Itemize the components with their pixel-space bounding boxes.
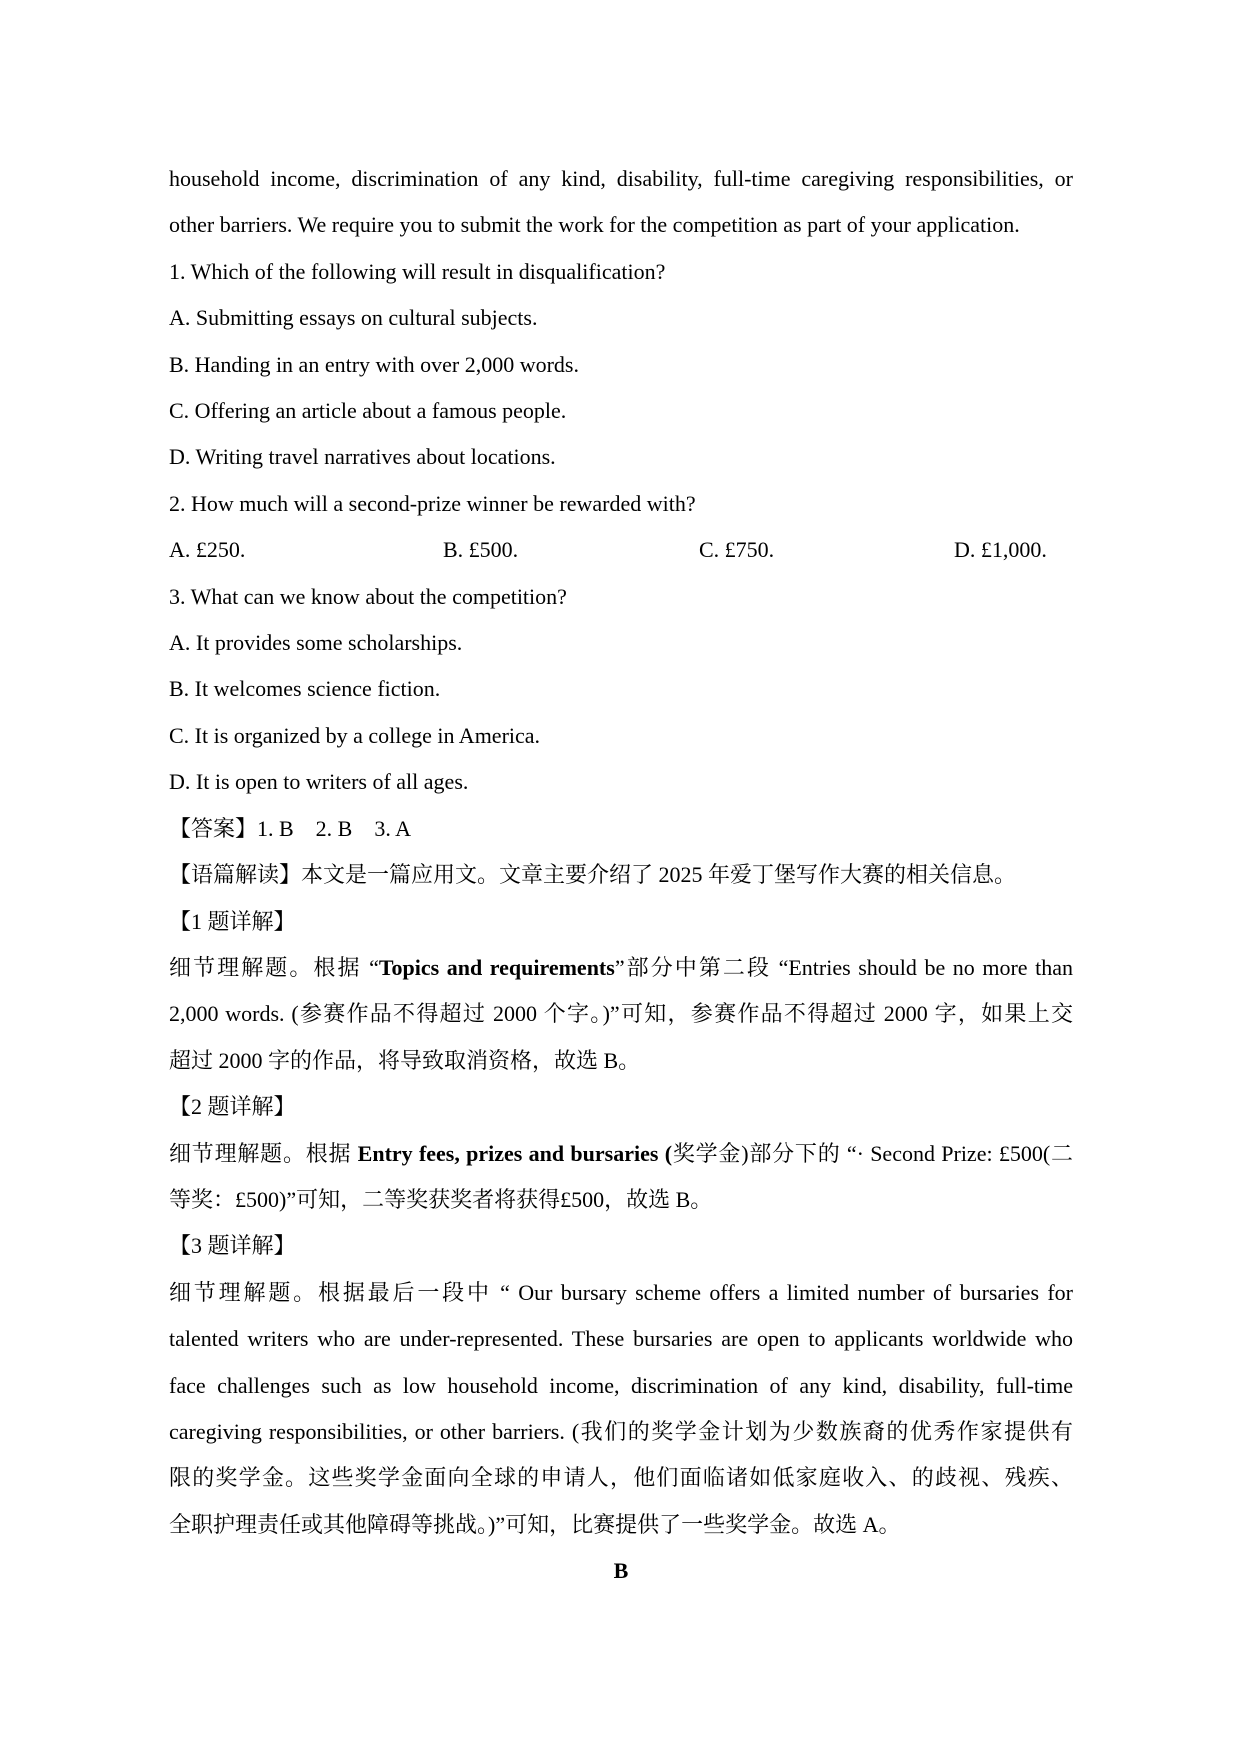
passage-continuation-line-2-segment-0: other barriers. We require you to submit the work for the competition as part of your application. — [169, 212, 1020, 238]
question-1-option-a — [169, 295, 1073, 341]
explanation-3-line-5-segment-0: 限的奖学金。这些奖学金面向全球的申请人，他们面临诸如低家庭收入、的歧视、残疾、 — [169, 1465, 1073, 1491]
explanation-2-line-2-segment-0: 等奖：£500)”可知，二等奖获奖者将获得£500，故选 B。 — [169, 1186, 713, 1212]
explanation-3-heading-segment-0: 【3 题详解】 — [169, 1233, 296, 1259]
passage-continuation-line-1 — [169, 156, 1073, 202]
passage-analysis-line-segment-0: 【语篇解读】本文是一篇应用文。文章主要介绍了 2025 年爱丁堡写作大赛的相关信息。 — [169, 862, 1017, 888]
explanation-1-line-2-segment-0: 2,000 words. (参赛作品不得超过 2000 个字。)”可知，参赛作品不得超过 2000 字，如果上交 — [169, 1001, 1073, 1027]
question-3-option-a — [169, 620, 1073, 666]
question-3-option-d-segment-0: D. It is open to writers of all ages. — [169, 769, 469, 795]
explanation-1-line-1 — [169, 945, 1073, 991]
explanation-2-heading — [169, 1084, 1073, 1130]
question-1-option-c-segment-0: C. Offering an article about a famous people. — [169, 398, 567, 424]
explanation-3-line-4-segment-0: caregiving responsibilities, or other barriers. (我们的奖学金计划为少数族裔的优秀作家提供有 — [169, 1418, 1073, 1444]
question-2-options-d: D. £1,000. — [954, 537, 1047, 563]
question-2-options-b: B. £500. — [443, 537, 519, 563]
document-content — [169, 156, 1073, 1595]
explanation-3-line-3 — [169, 1363, 1073, 1409]
explanation-3-line-6-segment-0: 全职护理责任或其他障碍等挑战。)”可知，比赛提供了一些奖学金。故选 A。 — [169, 1511, 901, 1537]
explanation-2-heading-segment-0: 【2 题详解】 — [169, 1094, 296, 1120]
explanation-3-line-1 — [169, 1270, 1073, 1316]
question-1-option-d-segment-0: D. Writing travel narratives about locations. — [169, 444, 556, 470]
explanation-1-line-2 — [169, 991, 1073, 1037]
question-2-options-c: C. £750. — [699, 537, 775, 563]
explanation-3-line-3-segment-0: face challenges such as low household income, discrimination of any kind, disability, full-time — [169, 1372, 1073, 1398]
question-1-option-d — [169, 434, 1073, 480]
section-letter — [169, 1548, 1073, 1594]
passage-continuation-line-2 — [169, 202, 1073, 248]
explanation-3-line-2-segment-0: talented writers who are under-represented. These bursaries are open to applicants worldwide who — [169, 1326, 1073, 1352]
explanation-1-line-1-segment-2: ”部分中第二段 “Entries should be no more than — [614, 954, 1073, 980]
question-1 — [169, 249, 1073, 295]
question-3-option-b — [169, 666, 1073, 712]
question-1-option-b-segment-0: B. Handing in an entry with over 2,000 words. — [169, 351, 579, 377]
question-1-option-a-segment-0: A. Submitting essays on cultural subjects. — [169, 305, 538, 331]
question-2-options-a: A. £250. — [169, 537, 246, 563]
explanation-3-line-5 — [169, 1455, 1073, 1501]
question-1-option-c — [169, 388, 1073, 434]
question-2-options — [169, 527, 1073, 573]
explanation-3-heading — [169, 1223, 1073, 1269]
question-3-option-c-segment-0: C. It is organized by a college in America. — [169, 722, 541, 748]
question-2-segment-0: 2. How much will a second-prize winner be rewarded with? — [169, 490, 696, 516]
question-3-option-b-segment-0: B. It welcomes science fiction. — [169, 676, 441, 702]
explanation-2-line-1-segment-1: Entry fees, prizes and bursaries ( — [357, 1140, 673, 1166]
passage-analysis-line — [169, 852, 1073, 898]
explanation-3-line-1-segment-0: 细节理解题。根据最后一段中 “ Our bursary scheme offers a limited number of bursaries for — [169, 1279, 1073, 1305]
question-3 — [169, 574, 1073, 620]
section-letter-segment-0: B — [613, 1558, 629, 1584]
explanation-2-line-1-segment-0: 细节理解题。根据 — [169, 1140, 358, 1166]
question-3-option-c — [169, 713, 1073, 759]
explanation-3-line-6 — [169, 1502, 1073, 1548]
explanation-2-line-2 — [169, 1177, 1073, 1223]
answer-line-segment-0: 【答案】1. B 2. B 3. A — [169, 815, 412, 841]
explanation-2-line-1 — [169, 1131, 1073, 1177]
passage-continuation-line-1-segment-0: household income, discrimination of any kind, disability, full-time caregiving responsibilities, or — [169, 166, 1073, 191]
answer-line — [169, 806, 1073, 852]
question-3-option-d — [169, 759, 1073, 805]
explanation-2-line-1-segment-2: 奖学金)部分下的 “· Second Prize: £500(二 — [672, 1140, 1073, 1166]
question-1-segment-0: 1. Which of the following will result in disqualification? — [169, 258, 666, 284]
explanation-1-heading-segment-0: 【1 题详解】 — [169, 908, 296, 934]
question-1-option-b — [169, 342, 1073, 388]
question-3-option-a-segment-0: A. It provides some scholarships. — [169, 630, 463, 656]
explanation-3-line-2 — [169, 1316, 1073, 1362]
explanation-1-line-3 — [169, 1038, 1073, 1084]
explanation-1-heading — [169, 899, 1073, 945]
explanation-1-line-1-segment-0: 细节理解题。根据 “ — [169, 954, 379, 980]
explanation-3-line-4 — [169, 1409, 1073, 1455]
explanation-1-line-1-segment-1: Topics and requirements — [378, 954, 615, 980]
explanation-1-line-3-segment-0: 超过 2000 字的作品，将导致取消资格，故选 B。 — [169, 1047, 641, 1073]
question-3-segment-0: 3. What can we know about the competition? — [169, 583, 567, 609]
question-2 — [169, 481, 1073, 527]
